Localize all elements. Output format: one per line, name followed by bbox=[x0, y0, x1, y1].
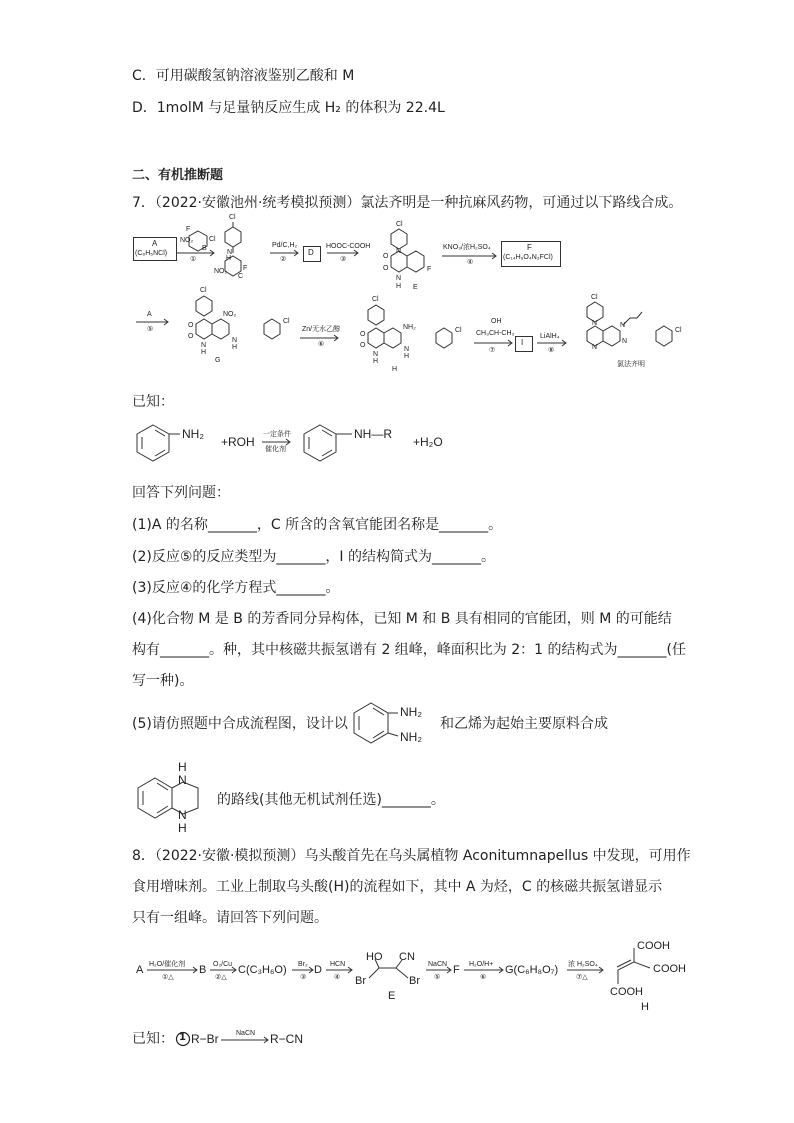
q8-reagent-1: H₂O/催化剂 bbox=[149, 961, 186, 968]
o-atom: O bbox=[383, 265, 389, 272]
q8-step-5: ⑤ bbox=[434, 974, 441, 981]
q8-compound-c: C(C₃H₆O) bbox=[238, 964, 287, 976]
benzene-ring bbox=[196, 296, 212, 316]
question-7-5-pre: (5)请仿照题中合成流程图，设计以 bbox=[132, 716, 348, 732]
question-7-3: (3)反应④的化学方程式_______。 bbox=[132, 580, 340, 596]
q8-known-label: 已知： bbox=[132, 1031, 174, 1047]
pyrazine-ring bbox=[587, 326, 603, 346]
compound-a-formula: (C₆H₅NCl) bbox=[135, 250, 168, 257]
oh-group: OH bbox=[491, 318, 502, 325]
q8-line2: 食用增味剂。工业上制取乌头酸(H)的流程如下，其中 A 为烃，C 的核磁共振氢谱显示 bbox=[132, 879, 663, 895]
known-nhr: NH—R bbox=[354, 427, 392, 441]
benzene-ring bbox=[384, 328, 401, 348]
q8-reagent-4: HCN bbox=[330, 961, 346, 968]
benzene-ring bbox=[436, 328, 452, 348]
double-bond bbox=[373, 731, 384, 738]
known-condition-bottom: 催化剂 bbox=[265, 446, 286, 453]
benzene-ring bbox=[368, 305, 384, 325]
reagent-oxalic-acid: HOOC-COOH bbox=[326, 243, 371, 250]
q8-step-7: ⑦△ bbox=[576, 974, 588, 981]
n-atom: N bbox=[232, 337, 238, 344]
o-atom: O bbox=[360, 342, 366, 349]
compound-d-label: D bbox=[308, 248, 314, 257]
step-2: ② bbox=[280, 256, 287, 263]
no2-group: NO₂ bbox=[223, 311, 237, 318]
n-atom: N bbox=[396, 248, 402, 255]
h-atom: H bbox=[201, 349, 207, 356]
q8-h-cooh-bottom: COOH bbox=[610, 986, 643, 998]
compound-g-label: G bbox=[215, 357, 221, 364]
cl-atom: Cl bbox=[283, 318, 290, 325]
cl-atom: Cl bbox=[229, 214, 236, 221]
q8-step-6: ⑥ bbox=[480, 974, 487, 981]
section-title: 二、有机推断题 bbox=[132, 168, 224, 183]
nh-atom: N bbox=[201, 342, 207, 349]
q5-n-bottom: N bbox=[178, 808, 187, 822]
step-1: ① bbox=[190, 256, 197, 263]
compound-a-label: A bbox=[152, 239, 158, 248]
product-name: 氯法齐明 bbox=[617, 361, 645, 368]
o-atom: O bbox=[188, 333, 194, 340]
q8-step-2: ②△ bbox=[215, 974, 227, 981]
compound-h-skeleton bbox=[618, 948, 634, 984]
cl-atom: Cl bbox=[372, 296, 379, 303]
compound-e-label: E bbox=[413, 284, 418, 291]
double-bond bbox=[157, 783, 168, 790]
q8-reagent-7: 浓 H₂SO₄ bbox=[568, 961, 598, 968]
q8-e-br1: Br bbox=[355, 975, 366, 987]
compound-i-box bbox=[515, 336, 533, 352]
q5-h-top: H bbox=[178, 760, 187, 774]
quinoxaline-ring bbox=[368, 328, 384, 348]
h-atom: H bbox=[404, 353, 410, 360]
q5-nh2-b: NH₂ bbox=[400, 730, 422, 744]
reagent-lialh4: LiAlH₄ bbox=[540, 333, 560, 340]
compound-i-label: I bbox=[521, 338, 524, 347]
benzene-ring bbox=[407, 251, 424, 272]
q8-compound-b: B bbox=[199, 964, 207, 976]
q8-compound-f: F bbox=[453, 964, 460, 976]
option-c: C．可用碳酸氢钠溶液鉴别乙酸和 M bbox=[132, 68, 355, 84]
step-7: ⑦ bbox=[489, 347, 496, 354]
benzene-ring bbox=[656, 326, 672, 346]
step-4: ④ bbox=[467, 259, 474, 266]
nh-atom: N bbox=[622, 338, 628, 345]
reagent-zn: Zn/无水乙醇 bbox=[302, 326, 341, 333]
compound-e-skeleton bbox=[369, 968, 408, 978]
h-atom: H bbox=[396, 283, 402, 290]
q8-e-cn: CN bbox=[399, 951, 415, 963]
reagent-pd-c: Pd/C,H₂ bbox=[272, 242, 298, 249]
bond bbox=[634, 962, 650, 968]
q5-nh2-a: NH₂ bbox=[400, 705, 422, 719]
q5-h-bottom: H bbox=[178, 821, 187, 835]
q8-compound-g: G(C₆H₈O₇) bbox=[505, 964, 559, 976]
cl-atom: Cl bbox=[396, 221, 403, 228]
reagent-isopropanol: CH₃CH-CH₃ bbox=[476, 330, 515, 337]
n-atom: N bbox=[592, 344, 598, 351]
q8-known-condition: NaCN bbox=[236, 1030, 256, 1037]
reagent-kno3: KNO₃/浓H₂SO₄ bbox=[443, 244, 491, 251]
compound-f-formula: (C₁₄H₉O₄N₃FCl) bbox=[503, 254, 553, 261]
nh-atom: N bbox=[227, 249, 233, 256]
bond bbox=[388, 733, 398, 736]
question-7-2: (2)反应⑤的反应类型为_______，I 的结构简式为_______。 bbox=[132, 549, 495, 565]
nh-atom: N bbox=[373, 351, 379, 358]
double-bond bbox=[157, 806, 168, 813]
benzene-ring bbox=[225, 227, 241, 247]
benzene-ring bbox=[587, 302, 603, 322]
q8-reagent-5: NaCN bbox=[428, 961, 448, 968]
o-atom: O bbox=[383, 253, 389, 260]
cl-atom: Cl bbox=[200, 287, 207, 294]
q8-known-rbr: R−Br bbox=[191, 1032, 219, 1046]
reagent-b: B bbox=[202, 245, 207, 252]
question-7-1: (1)A 的名称_______，C 所含的含氧官能团名称是_______。 bbox=[132, 517, 503, 533]
n-atom: N bbox=[404, 346, 410, 353]
question-7-4-line2: 构有_______。种，其中核磁共振氢谱有 2 组峰，峰面积比为 2：1 的结构式为_______(任 bbox=[132, 642, 686, 658]
h-atom: H bbox=[232, 344, 238, 351]
f-atom: F bbox=[186, 226, 191, 233]
q8-known-rcn: R−CN bbox=[270, 1032, 304, 1046]
q8-step-1: ①△ bbox=[162, 974, 174, 981]
q8-compound-a: A bbox=[136, 964, 144, 976]
q7-intro: 7．（2022·安徽池州·统考模拟预测）氯法齐明是一种抗麻风药物，可通过以下路线合成。 bbox=[132, 195, 683, 211]
h-atom: H bbox=[226, 255, 232, 262]
benzene-ring bbox=[212, 319, 229, 339]
o-atom: O bbox=[360, 331, 366, 338]
question-7-4-line3: 写一种)。 bbox=[132, 673, 194, 689]
compound-h-label: H bbox=[392, 366, 398, 373]
q8-step-4: ④ bbox=[334, 974, 341, 981]
q8-reagent-6: H₂O/H+ bbox=[469, 961, 494, 968]
isopropyl-group bbox=[623, 312, 642, 325]
benzene-ring bbox=[603, 326, 620, 346]
answer-intro: 回答下列问题： bbox=[132, 485, 230, 501]
q8-e-label: E bbox=[388, 990, 396, 1002]
q8-e-br2: Br bbox=[409, 975, 420, 987]
cl-atom: Cl bbox=[209, 236, 216, 243]
cl-atom: Cl bbox=[591, 294, 598, 301]
o-atom: O bbox=[188, 322, 194, 329]
double-bond bbox=[373, 708, 384, 715]
cl-atom: Cl bbox=[675, 327, 682, 334]
nh-atom: N bbox=[396, 275, 402, 282]
h-atom: H bbox=[373, 358, 379, 365]
benzene-ring bbox=[264, 319, 280, 339]
q8-h-label: H bbox=[641, 1001, 649, 1013]
q8-known-number: 1 bbox=[179, 1032, 186, 1043]
f-atom: F bbox=[427, 266, 432, 273]
benzene-ring bbox=[391, 229, 407, 249]
question-7-5-tail: 的路线(其他无机试剂任选)_______。 bbox=[217, 792, 445, 808]
n-atom: N bbox=[592, 320, 598, 327]
q8-compound-d: D bbox=[314, 964, 322, 976]
q8-h-cooh-right: COOH bbox=[653, 963, 686, 975]
no2-group: NO₂ bbox=[180, 237, 194, 244]
q8-line3: 只有一组峰。请回答下列问题。 bbox=[132, 910, 328, 926]
quinoxaline-ring bbox=[196, 319, 212, 339]
step-6: ⑥ bbox=[318, 341, 325, 348]
q8-reagent-2: O₂/Cu bbox=[213, 961, 233, 968]
known-nh2: NH₂ bbox=[182, 427, 204, 441]
nh2-group: NH₂ bbox=[403, 324, 416, 331]
q8-e-ho: HO bbox=[366, 951, 383, 963]
option-d: D．1molM 与足量钠反应生成 H₂ 的体积为 22.4L bbox=[132, 100, 445, 116]
reagent-a: A bbox=[147, 311, 152, 318]
compound-f-label: F bbox=[527, 243, 532, 252]
known-label: 已知： bbox=[132, 394, 174, 410]
known-h2o: +H₂O bbox=[413, 435, 443, 449]
question-7-5-post: 和乙烯为起始主要原料合成 bbox=[440, 716, 608, 732]
known-condition-top: 一定条件 bbox=[263, 431, 291, 438]
no2-group: NO₂ bbox=[214, 268, 228, 275]
step-5: ⑤ bbox=[147, 326, 154, 333]
f-atom: F bbox=[243, 265, 248, 272]
q8-reagent-3: Br₂ bbox=[298, 961, 308, 968]
q8-line1: 8．（2022·安徽·模拟预测）乌头酸首先在乌头属植物 Aconitumnapellus 中发现，可用作 bbox=[132, 848, 691, 864]
q8-step-3: ③ bbox=[300, 974, 307, 981]
n-atom: N bbox=[620, 322, 626, 329]
step-8: ⑧ bbox=[548, 347, 555, 354]
double-bond bbox=[617, 960, 631, 967]
compound-c-label: C bbox=[238, 273, 244, 280]
q8-h-cooh-top: COOH bbox=[637, 940, 670, 952]
q5-n-top: N bbox=[178, 773, 187, 787]
step-3: ③ bbox=[340, 256, 347, 263]
known-plus-roh: +ROH bbox=[221, 435, 255, 449]
cl-atom: Cl bbox=[455, 327, 462, 334]
question-7-4-line1: (4)化合物 M 是 B 的芳香同分异构体，已知 M 和 B 具有相同的官能团，则 M 的可能结 bbox=[132, 611, 672, 627]
